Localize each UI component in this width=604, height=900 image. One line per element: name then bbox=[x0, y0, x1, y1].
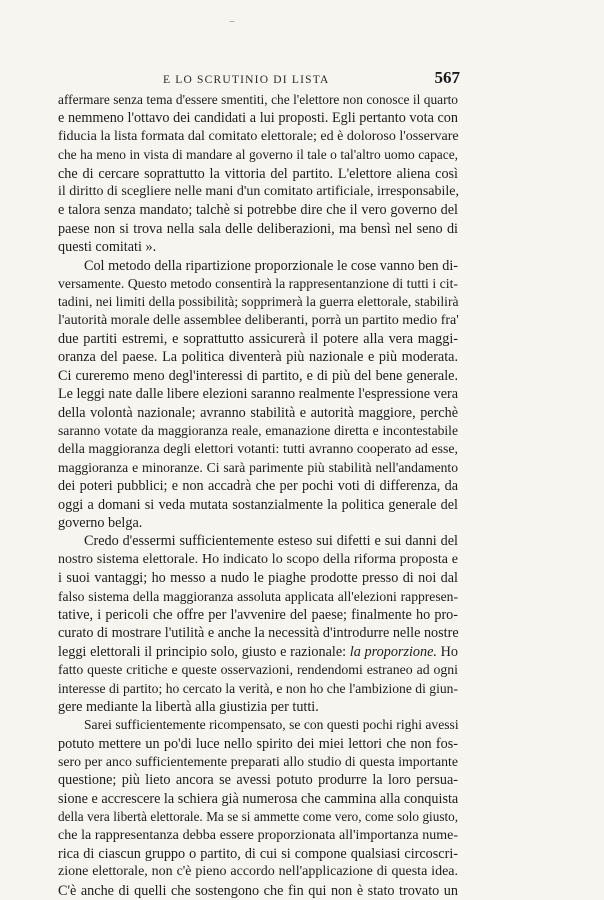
text-line: falso sistema della maggioranza assoluta applicata all'elezioni rappresen- bbox=[58, 588, 458, 604]
text-line: questi comitati ». bbox=[58, 239, 157, 256]
text-line: che di cercare soprattutto la vittoria del partito. L'elettore aliena così bbox=[58, 165, 458, 182]
text-line: della volontà nazionale; avranno stabilità e autorità maggiore, perchè bbox=[58, 404, 458, 421]
text-line: rica di ciascun gruppo o partito, di cui si compone qualsiasi circoscri- bbox=[58, 846, 458, 863]
text-line: potuto mettere un po'di luce nello spirito dei miei lettori che non fos- bbox=[58, 735, 458, 752]
text-line: Ci cureremo meno degl'interessi di partito, e di più del bene generale. bbox=[58, 367, 458, 384]
top-mark: ‾ bbox=[230, 20, 234, 34]
text-line: fiducia la lista formata dal comitato elettorale; ed è doloroso l'osservare bbox=[58, 128, 459, 144]
text-line: e talora senza mandato; talchè si potrebbe dire che il vero governo del bbox=[58, 202, 458, 219]
text-line: della vera libertà elettorale. Ma se si ammette come vero, come solo giusto, bbox=[58, 809, 458, 825]
text-line: due partiti estremi, e soprattutto assicurerà il potere alla vera maggi- bbox=[58, 331, 458, 348]
text-line: zione elettorale, non c'è pieno accordo nell'applicazione di questa idea. bbox=[58, 864, 458, 880]
text-line: gere mediante la libertà alla giustizia per tutti. bbox=[58, 698, 319, 715]
text-line: che ha meno in vista di mandare al governo il tale o tal'altro uomo capace, bbox=[58, 147, 458, 163]
text-line: versamente. Questo metodo consentirà la rappresentanzione di tutti i cit- bbox=[58, 275, 458, 291]
text-line: Sarei sufficientemente ricompensato, se con questi pochi righi avessi bbox=[84, 717, 459, 733]
text-line: dei poteri pubblici; e non accadrà che per pochi voti di differenza, da bbox=[58, 478, 458, 495]
text-line: sero per anco sufficientemente preparati allo studio di questa importante bbox=[58, 754, 458, 770]
text-line: fatto queste critiche e queste osservazioni, rendendomi estraneo ad ogni bbox=[58, 662, 458, 678]
text-line: che la rappresentanza debba essere proporzionata all'importanza nume- bbox=[58, 827, 458, 843]
text-line: Credo d'essermi sufficientemente esteso sui difetti e sui danni del bbox=[84, 533, 458, 550]
text-line: saranno votate da maggioranza reale, emanazione diretta e incontestabile bbox=[58, 423, 458, 439]
text-line: della maggioranza degli elettori votanti: tutti avranno cooperato ad esse, bbox=[58, 441, 458, 457]
text-line: oranza del paese. La politica diventerà più nazionale e più moderata. bbox=[58, 349, 458, 366]
text-line: Le leggi nate dalle libere elezioni saranno realmente l'espressione vera bbox=[58, 386, 459, 403]
text-line: sione e accrescere la schiera già numerosa che cammina alla conquista bbox=[58, 790, 459, 807]
text-line: il diritto di scegliere nelle mani d'un comitato artificiale, irresponsabile, bbox=[58, 183, 460, 199]
text-line: nostro sistema elettorale. Ho indicato lo scopo della riforma proposta e bbox=[58, 551, 458, 567]
page-number: 567 bbox=[434, 68, 460, 87]
text-line: oggi a domani si veda mutata sostanzialmente la politica generale del bbox=[58, 496, 458, 513]
text-line: governo belga. bbox=[58, 514, 143, 531]
text-line: i suoi vantaggi; ho messo a nudo le piaghe prodotte presso di noi dal bbox=[58, 570, 458, 587]
text-line: paese non si trova nella sala delle deliberazioni, ma bensì nel seno di bbox=[58, 220, 458, 237]
text-line: l'autorità morale delle assemblee deliberanti, porrà un partito medio fra' bbox=[58, 312, 459, 328]
text-line: affermare senza tema d'essere smentiti, che l'elettore non conosce il quarto bbox=[58, 92, 458, 107]
text-line: leggi elettorali il principio solo, giusto e razionale: la proporzione. Ho bbox=[58, 643, 459, 660]
text-line: C'è anche di quelli che sostengono che fin qui non è stato trovato un bbox=[58, 882, 458, 899]
body-text bbox=[58, 91, 458, 900]
running-title: E LO SCRUTINIO DI LISTA bbox=[162, 74, 330, 86]
text-line: interesse di partito; ho cercato la verità, e non ho che l'ambizione di giun- bbox=[58, 680, 458, 696]
text-line: tative, i pericoli che offre per l'avvenire del paese; finalmente ho pro- bbox=[58, 606, 458, 623]
text-line: maggioranza e minoranze. Ci sarà parimente più stabilità nell'andamento bbox=[58, 459, 458, 475]
text-line: tadini, nei limiti della possibilità; sopprimerà la guerra elettorale, stabilirà bbox=[58, 294, 459, 310]
page-header bbox=[58, 68, 460, 88]
text-line: curato di mostrare l'utilità e anche la necessità d'introdurre nelle nostre bbox=[58, 625, 459, 642]
text-line: questione; più lieto ancora se avessi potuto produrre la loro persua- bbox=[58, 772, 458, 789]
text-line: e nemmeno l'ottavo dei candidati a lui proposti. Egli pertanto vota con bbox=[58, 110, 458, 127]
text-line: Col metodo della ripartizione proporzionale le cose vanno ben di- bbox=[84, 257, 458, 274]
